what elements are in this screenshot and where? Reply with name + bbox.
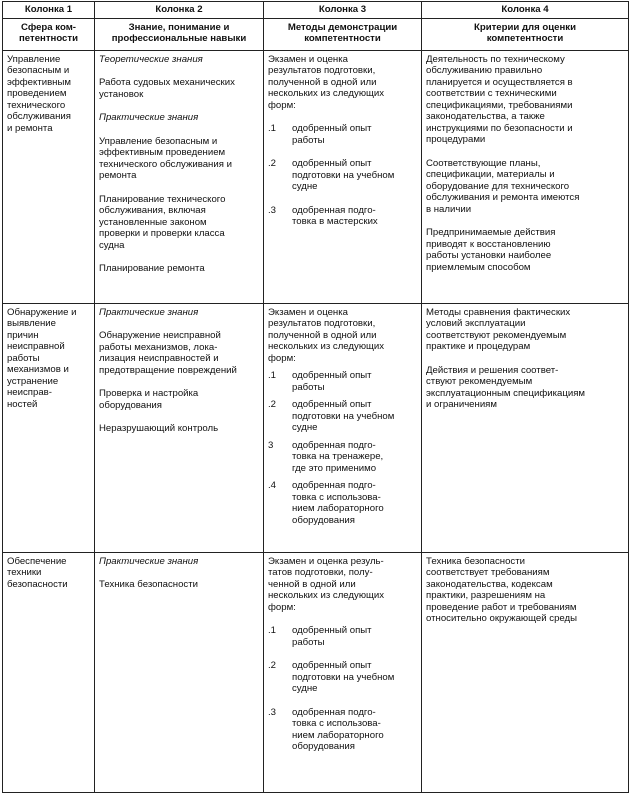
spacer	[99, 411, 259, 423]
method-option	[268, 123, 417, 146]
criteria-item: Техника безопасности соответствует требованиям законодательства, кодексам практики, разрешениям на проведение работ и требованиям относительно окружающей среды	[426, 555, 578, 624]
spacer	[99, 182, 259, 194]
option-text: одобренная подго- товка в мастерских	[292, 204, 378, 227]
practice-item: Неразрушающий контроль	[99, 423, 219, 434]
criteria-item: Деятельность по техническому обслуживанию правильно планируется и осуществляется в соответствии с техническими спецификациями, требованиями законодательства, а также инструкциями по безопасности и процедурами	[426, 53, 573, 145]
spacer	[99, 124, 259, 136]
theory-title: Теоретические знания	[99, 53, 203, 65]
option-text: одобренная подго- товка с использова- нием лабораторного оборудования	[292, 706, 384, 752]
spacer	[268, 648, 417, 660]
method-option	[268, 660, 417, 695]
method-option	[268, 370, 417, 393]
option-number: .3	[268, 204, 277, 216]
method-option	[268, 205, 417, 228]
method-option	[268, 625, 417, 648]
methods-cell	[264, 50, 422, 303]
spacer	[99, 318, 259, 330]
criteria-item: Методы сравнения фактических условий эксплуатации соответствуют рекомендуемым практике и процедурам	[426, 306, 571, 352]
column-number-row	[3, 2, 629, 19]
spacer	[268, 193, 417, 205]
criteria-cell	[422, 552, 629, 792]
practice-item: Планирование технического обслуживания, включая установленные законом проверки и проверки класса судна	[99, 193, 226, 251]
spacer	[99, 376, 259, 388]
competence-text: Управление безопасным и эффективным проведением технического обслуживания и ремонта	[7, 53, 71, 134]
spacer	[426, 353, 624, 365]
header-knowledge: Знание, понимание и профессиональные навыки	[95, 18, 264, 50]
spacer	[268, 695, 417, 707]
criteria-item: Действия и решения соответ- ствуют рекомендуемым эксплуатационным спецификациям и ограничениям	[426, 364, 585, 410]
methods-intro: Экзамен и оценка результатов подготовки, полученной в одной или нескольких из следующих форм:	[268, 53, 385, 111]
column-number: Колонка 2	[95, 2, 264, 19]
practice-title: Практические знания	[99, 112, 199, 123]
column-number: Колонка 1	[3, 2, 95, 19]
option-text: одобренный опыт работы	[292, 625, 372, 648]
practice-item: Обнаружение неисправной работы механизмов, лока- лизация неисправностей и предотвращение повреждений	[99, 330, 237, 376]
header-row	[3, 18, 629, 50]
theory-text: Работа судовых механических установок	[99, 77, 235, 100]
spacer	[426, 215, 624, 227]
method-option	[268, 158, 417, 193]
practice-item: Управление безопасным и эффективным проведением технического обслуживания и ремонта	[99, 135, 232, 181]
competence-text: Обнаружение и выявление причин неисправной работы механизмов и устранение неисправ- ностей	[7, 306, 77, 410]
spacer	[426, 146, 624, 158]
spacer	[268, 613, 417, 625]
spacer	[99, 251, 259, 263]
practice-item: Планирование ремонта	[99, 263, 205, 274]
header-competence: Сфера ком- петентности	[3, 18, 95, 50]
spacer	[99, 65, 259, 77]
column-number: Колонка 3	[264, 2, 422, 19]
option-text: одобренный опыт работы	[292, 370, 372, 393]
option-number: .2	[268, 399, 277, 410]
option-text: одобренный опыт работы	[292, 123, 372, 146]
practice-item: Техника безопасности	[99, 579, 198, 590]
practice-title: Практические знания	[99, 555, 199, 567]
method-option	[268, 480, 417, 526]
competence-cell	[3, 50, 95, 303]
method-option	[268, 399, 417, 434]
methods-cell	[264, 303, 422, 552]
methods-intro: Экзамен и оценка результатов подготовки, полученной в одной или нескольких из следующих форм:	[268, 306, 385, 364]
table-row	[3, 303, 629, 552]
option-text: одобренная подго- товка на тренажере, где это применимо	[292, 439, 384, 474]
competence-cell	[3, 303, 95, 552]
spacer	[268, 146, 417, 158]
competence-cell	[3, 552, 95, 792]
spacer	[99, 567, 259, 579]
competence-table	[2, 1, 629, 793]
option-number: 3	[268, 439, 274, 451]
spacer	[268, 111, 417, 123]
practice-item: Проверка и настройка оборудования	[99, 388, 199, 411]
knowledge-cell	[95, 50, 264, 303]
criteria-item: Соответствующие планы, спецификации, материалы и оборудование для технического обслуживания и ремонта имеются в наличии	[426, 157, 580, 215]
table-row	[3, 50, 629, 303]
criteria-cell	[422, 303, 629, 552]
header-criteria: Критерии для оценки компетентности	[422, 18, 629, 50]
practice-title: Практические знания	[99, 306, 199, 318]
table-row	[3, 552, 629, 792]
option-text: одобренный опыт подготовки на учебном судне	[292, 158, 395, 192]
option-number: .4	[268, 480, 277, 491]
knowledge-cell	[95, 303, 264, 552]
knowledge-cell	[95, 552, 264, 792]
column-number: Колонка 4	[422, 2, 629, 19]
option-number: .1	[268, 123, 277, 134]
option-text: одобренный опыт подготовки на учебном судне	[292, 399, 395, 433]
methods-cell	[264, 552, 422, 792]
header-methods: Методы демонстрации компетентности	[264, 18, 422, 50]
option-number: .1	[268, 625, 277, 636]
competence-text: Обеспечение техники безопасности	[7, 555, 68, 590]
criteria-cell	[422, 50, 629, 303]
method-option	[268, 707, 417, 753]
option-text: одобренный опыт подготовки на учебном судне	[292, 660, 395, 694]
option-number: .2	[268, 660, 277, 671]
methods-intro: Экзамен и оценка резуль- татов подготовки, полу- ченной в одной или нескольких из следующих форм:	[268, 555, 385, 613]
spacer	[99, 100, 259, 112]
option-number: .2	[268, 158, 277, 169]
option-number: .1	[268, 370, 277, 381]
option-text: одобренная подго- товка с использова- нием лабораторного оборудования	[292, 480, 384, 526]
criteria-item: Предпринимаемые действия приводят к восстановлению работы установки наиболее приемлемым способом	[426, 227, 556, 273]
option-number: .3	[268, 706, 277, 718]
method-option	[268, 440, 417, 475]
